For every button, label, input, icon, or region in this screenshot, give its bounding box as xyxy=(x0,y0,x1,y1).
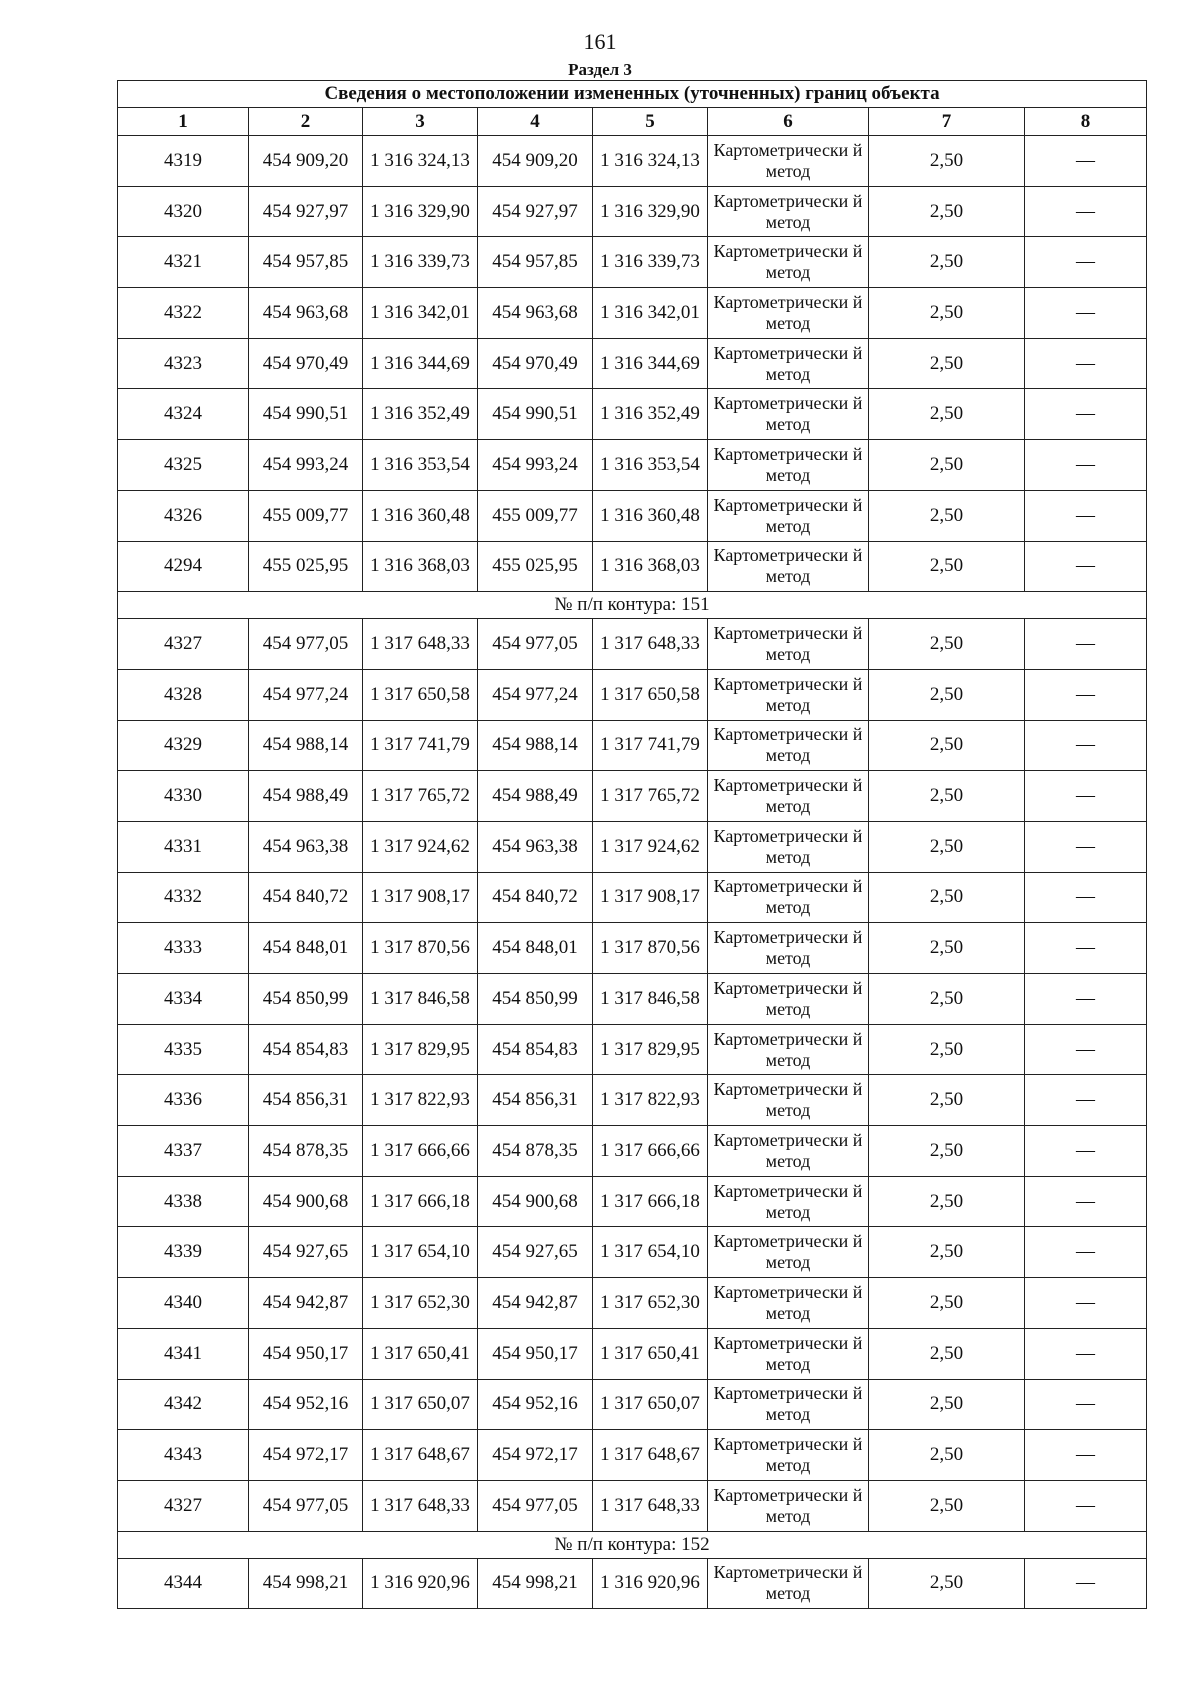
method-cell: Картометрически й метод xyxy=(708,974,869,1025)
method-cell: Картометрически й метод xyxy=(708,237,869,288)
x-new-cell: 454 963,38 xyxy=(478,821,593,872)
point-number-cell: 4339 xyxy=(118,1227,249,1278)
y-existing-cell: 1 316 352,49 xyxy=(363,389,478,440)
description-cell: — xyxy=(1025,720,1147,771)
accuracy-cell: 2,50 xyxy=(869,974,1025,1025)
x-existing-cell: 454 927,65 xyxy=(249,1227,363,1278)
point-number-cell: 4342 xyxy=(118,1379,249,1430)
description-cell: — xyxy=(1025,389,1147,440)
y-existing-cell: 1 317 650,58 xyxy=(363,669,478,720)
x-new-cell: 454 854,83 xyxy=(478,1024,593,1075)
y-new-cell: 1 317 666,18 xyxy=(593,1176,708,1227)
x-new-cell: 454 990,51 xyxy=(478,389,593,440)
x-new-cell: 454 957,85 xyxy=(478,237,593,288)
method-cell: Картометрически й метод xyxy=(708,720,869,771)
accuracy-cell: 2,50 xyxy=(869,1379,1025,1430)
column-header: 1 xyxy=(118,108,249,136)
description-cell: — xyxy=(1025,1480,1147,1531)
x-existing-cell: 454 942,87 xyxy=(249,1278,363,1329)
contour-label: № п/п контура: 152 xyxy=(118,1531,1147,1558)
description-cell: — xyxy=(1025,1024,1147,1075)
description-cell: — xyxy=(1025,338,1147,389)
accuracy-cell: 2,50 xyxy=(869,1075,1025,1126)
x-new-cell: 454 988,14 xyxy=(478,720,593,771)
accuracy-cell: 2,50 xyxy=(869,1126,1025,1177)
point-number-cell: 4337 xyxy=(118,1126,249,1177)
method-cell: Картометрически й метод xyxy=(708,1480,869,1531)
accuracy-cell: 2,50 xyxy=(869,541,1025,592)
accuracy-cell: 2,50 xyxy=(869,1278,1025,1329)
accuracy-cell: 2,50 xyxy=(869,1227,1025,1278)
x-existing-cell: 454 993,24 xyxy=(249,440,363,491)
point-number-cell: 4343 xyxy=(118,1430,249,1481)
y-existing-cell: 1 317 822,93 xyxy=(363,1075,478,1126)
accuracy-cell: 2,50 xyxy=(869,1430,1025,1481)
y-existing-cell: 1 317 924,62 xyxy=(363,821,478,872)
accuracy-cell: 2,50 xyxy=(869,821,1025,872)
table-row xyxy=(118,288,1147,339)
y-existing-cell: 1 316 368,03 xyxy=(363,541,478,592)
description-cell: — xyxy=(1025,1379,1147,1430)
point-number-cell: 4344 xyxy=(118,1558,249,1609)
point-number-cell: 4335 xyxy=(118,1024,249,1075)
table-row xyxy=(118,669,1147,720)
description-cell: — xyxy=(1025,872,1147,923)
y-new-cell: 1 317 650,41 xyxy=(593,1328,708,1379)
x-existing-cell: 454 900,68 xyxy=(249,1176,363,1227)
table-caption: Сведения о местоположении измененных (уточненных) границ объекта xyxy=(118,81,1147,108)
accuracy-cell: 2,50 xyxy=(869,186,1025,237)
accuracy-cell: 2,50 xyxy=(869,669,1025,720)
x-existing-cell: 454 963,68 xyxy=(249,288,363,339)
method-cell: Картометрически й метод xyxy=(708,669,869,720)
x-existing-cell: 455 009,77 xyxy=(249,490,363,541)
x-existing-cell: 454 848,01 xyxy=(249,923,363,974)
accuracy-cell: 2,50 xyxy=(869,288,1025,339)
method-cell: Картометрически й метод xyxy=(708,1227,869,1278)
method-cell: Картометрически й метод xyxy=(708,1176,869,1227)
y-new-cell: 1 317 846,58 xyxy=(593,974,708,1025)
description-cell: — xyxy=(1025,619,1147,670)
description-cell: — xyxy=(1025,186,1147,237)
x-existing-cell: 454 840,72 xyxy=(249,872,363,923)
x-new-cell: 454 988,49 xyxy=(478,771,593,822)
x-existing-cell: 454 927,97 xyxy=(249,186,363,237)
table-row xyxy=(118,1430,1147,1481)
point-number-cell: 4325 xyxy=(118,440,249,491)
x-existing-cell: 454 988,49 xyxy=(249,771,363,822)
table-row xyxy=(118,389,1147,440)
description-cell: — xyxy=(1025,1176,1147,1227)
y-new-cell: 1 317 908,17 xyxy=(593,872,708,923)
accuracy-cell: 2,50 xyxy=(869,1024,1025,1075)
accuracy-cell: 2,50 xyxy=(869,237,1025,288)
description-cell: — xyxy=(1025,923,1147,974)
method-cell: Картометрически й метод xyxy=(708,1075,869,1126)
description-cell: — xyxy=(1025,1430,1147,1481)
table-row xyxy=(118,1024,1147,1075)
method-cell: Картометрически й метод xyxy=(708,771,869,822)
table-caption-row xyxy=(118,81,1147,108)
method-cell: Картометрически й метод xyxy=(708,288,869,339)
accuracy-cell: 2,50 xyxy=(869,1558,1025,1609)
method-cell: Картометрически й метод xyxy=(708,136,869,187)
accuracy-cell: 2,50 xyxy=(869,1480,1025,1531)
y-existing-cell: 1 317 846,58 xyxy=(363,974,478,1025)
y-existing-cell: 1 316 324,13 xyxy=(363,136,478,187)
x-existing-cell: 454 909,20 xyxy=(249,136,363,187)
table-row xyxy=(118,1328,1147,1379)
point-number-cell: 4336 xyxy=(118,1075,249,1126)
y-existing-cell: 1 317 908,17 xyxy=(363,872,478,923)
method-cell: Картометрически й метод xyxy=(708,1024,869,1075)
contour-row xyxy=(118,1531,1147,1558)
y-new-cell: 1 316 352,49 xyxy=(593,389,708,440)
y-new-cell: 1 317 741,79 xyxy=(593,720,708,771)
point-number-cell: 4340 xyxy=(118,1278,249,1329)
y-existing-cell: 1 316 342,01 xyxy=(363,288,478,339)
point-number-cell: 4333 xyxy=(118,923,249,974)
y-existing-cell: 1 317 829,95 xyxy=(363,1024,478,1075)
y-existing-cell: 1 316 353,54 xyxy=(363,440,478,491)
y-existing-cell: 1 317 648,33 xyxy=(363,619,478,670)
method-cell: Картометрически й метод xyxy=(708,1278,869,1329)
column-header: 3 xyxy=(363,108,478,136)
table-row xyxy=(118,619,1147,670)
table-row xyxy=(118,338,1147,389)
x-existing-cell: 454 856,31 xyxy=(249,1075,363,1126)
y-existing-cell: 1 316 344,69 xyxy=(363,338,478,389)
point-number-cell: 4338 xyxy=(118,1176,249,1227)
point-number-cell: 4328 xyxy=(118,669,249,720)
table-row xyxy=(118,1075,1147,1126)
description-cell: — xyxy=(1025,440,1147,491)
accuracy-cell: 2,50 xyxy=(869,136,1025,187)
y-new-cell: 1 317 650,07 xyxy=(593,1379,708,1430)
description-cell: — xyxy=(1025,771,1147,822)
table-row xyxy=(118,974,1147,1025)
x-existing-cell: 454 998,21 xyxy=(249,1558,363,1609)
y-new-cell: 1 316 368,03 xyxy=(593,541,708,592)
table-row xyxy=(118,541,1147,592)
y-new-cell: 1 317 822,93 xyxy=(593,1075,708,1126)
y-existing-cell: 1 317 650,07 xyxy=(363,1379,478,1430)
description-cell: — xyxy=(1025,288,1147,339)
point-number-cell: 4329 xyxy=(118,720,249,771)
y-new-cell: 1 317 654,10 xyxy=(593,1227,708,1278)
x-existing-cell: 454 963,38 xyxy=(249,821,363,872)
y-existing-cell: 1 317 666,18 xyxy=(363,1176,478,1227)
description-cell: — xyxy=(1025,669,1147,720)
y-existing-cell: 1 316 329,90 xyxy=(363,186,478,237)
y-new-cell: 1 317 829,95 xyxy=(593,1024,708,1075)
table-row xyxy=(118,136,1147,187)
contour-label: № п/п контура: 151 xyxy=(118,592,1147,619)
x-existing-cell: 454 970,49 xyxy=(249,338,363,389)
page-number: 161 xyxy=(583,29,617,54)
table-row xyxy=(118,872,1147,923)
x-existing-cell: 454 850,99 xyxy=(249,974,363,1025)
accuracy-cell: 2,50 xyxy=(869,619,1025,670)
description-cell: — xyxy=(1025,1227,1147,1278)
y-new-cell: 1 317 870,56 xyxy=(593,923,708,974)
description-cell: — xyxy=(1025,821,1147,872)
x-existing-cell: 454 957,85 xyxy=(249,237,363,288)
x-existing-cell: 454 952,16 xyxy=(249,1379,363,1430)
description-cell: — xyxy=(1025,136,1147,187)
description-cell: — xyxy=(1025,1328,1147,1379)
y-new-cell: 1 316 920,96 xyxy=(593,1558,708,1609)
y-new-cell: 1 316 324,13 xyxy=(593,136,708,187)
x-existing-cell: 454 988,14 xyxy=(249,720,363,771)
method-cell: Картометрически й метод xyxy=(708,1328,869,1379)
x-new-cell: 454 977,05 xyxy=(478,619,593,670)
point-number-cell: 4322 xyxy=(118,288,249,339)
point-number-cell: 4323 xyxy=(118,338,249,389)
method-cell: Картометрически й метод xyxy=(708,1379,869,1430)
point-number-cell: 4341 xyxy=(118,1328,249,1379)
point-number-cell: 4327 xyxy=(118,619,249,670)
x-existing-cell: 454 990,51 xyxy=(249,389,363,440)
method-cell: Картометрически й метод xyxy=(708,619,869,670)
y-new-cell: 1 317 652,30 xyxy=(593,1278,708,1329)
point-number-cell: 4332 xyxy=(118,872,249,923)
column-header-row xyxy=(118,108,1147,136)
table-row xyxy=(118,186,1147,237)
x-new-cell: 454 927,65 xyxy=(478,1227,593,1278)
x-new-cell: 454 970,49 xyxy=(478,338,593,389)
contour-row xyxy=(118,592,1147,619)
x-new-cell: 454 909,20 xyxy=(478,136,593,187)
y-existing-cell: 1 317 648,67 xyxy=(363,1430,478,1481)
description-cell: — xyxy=(1025,541,1147,592)
table-row xyxy=(118,440,1147,491)
x-new-cell: 454 878,35 xyxy=(478,1126,593,1177)
table-body xyxy=(118,81,1147,1609)
point-number-cell: 4321 xyxy=(118,237,249,288)
x-new-cell: 454 927,97 xyxy=(478,186,593,237)
x-existing-cell: 454 878,35 xyxy=(249,1126,363,1177)
x-new-cell: 454 998,21 xyxy=(478,1558,593,1609)
y-new-cell: 1 317 924,62 xyxy=(593,821,708,872)
table-row xyxy=(118,490,1147,541)
accuracy-cell: 2,50 xyxy=(869,338,1025,389)
method-cell: Картометрически й метод xyxy=(708,923,869,974)
x-existing-cell: 454 977,05 xyxy=(249,619,363,670)
column-header: 2 xyxy=(249,108,363,136)
point-number-cell: 4324 xyxy=(118,389,249,440)
point-number-cell: 4330 xyxy=(118,771,249,822)
accuracy-cell: 2,50 xyxy=(869,389,1025,440)
y-new-cell: 1 317 648,67 xyxy=(593,1430,708,1481)
column-header: 5 xyxy=(593,108,708,136)
x-new-cell: 454 993,24 xyxy=(478,440,593,491)
point-number-cell: 4334 xyxy=(118,974,249,1025)
accuracy-cell: 2,50 xyxy=(869,440,1025,491)
x-new-cell: 454 972,17 xyxy=(478,1430,593,1481)
x-new-cell: 454 850,99 xyxy=(478,974,593,1025)
y-existing-cell: 1 317 652,30 xyxy=(363,1278,478,1329)
method-cell: Картометрически й метод xyxy=(708,872,869,923)
description-cell: — xyxy=(1025,1558,1147,1609)
table-row xyxy=(118,821,1147,872)
column-header: 7 xyxy=(869,108,1025,136)
y-new-cell: 1 316 353,54 xyxy=(593,440,708,491)
y-new-cell: 1 316 344,69 xyxy=(593,338,708,389)
table-row xyxy=(118,1126,1147,1177)
table-row xyxy=(118,771,1147,822)
y-existing-cell: 1 316 339,73 xyxy=(363,237,478,288)
y-new-cell: 1 317 648,33 xyxy=(593,1480,708,1531)
table-row xyxy=(118,1227,1147,1278)
x-existing-cell: 454 977,24 xyxy=(249,669,363,720)
x-new-cell: 454 856,31 xyxy=(478,1075,593,1126)
column-header: 8 xyxy=(1025,108,1147,136)
table-row xyxy=(118,923,1147,974)
column-header: 4 xyxy=(478,108,593,136)
x-new-cell: 454 848,01 xyxy=(478,923,593,974)
x-existing-cell: 454 950,17 xyxy=(249,1328,363,1379)
x-new-cell: 454 900,68 xyxy=(478,1176,593,1227)
accuracy-cell: 2,50 xyxy=(869,771,1025,822)
y-new-cell: 1 316 342,01 xyxy=(593,288,708,339)
accuracy-cell: 2,50 xyxy=(869,872,1025,923)
x-new-cell: 455 025,95 xyxy=(478,541,593,592)
description-cell: — xyxy=(1025,237,1147,288)
y-existing-cell: 1 317 870,56 xyxy=(363,923,478,974)
method-cell: Картометрически й метод xyxy=(708,1126,869,1177)
method-cell: Картометрически й метод xyxy=(708,821,869,872)
point-number-cell: 4294 xyxy=(118,541,249,592)
description-cell: — xyxy=(1025,490,1147,541)
table-row xyxy=(118,720,1147,771)
y-existing-cell: 1 317 666,66 xyxy=(363,1126,478,1177)
x-new-cell: 454 840,72 xyxy=(478,872,593,923)
method-cell: Картометрически й метод xyxy=(708,338,869,389)
table-row xyxy=(118,1176,1147,1227)
y-existing-cell: 1 316 360,48 xyxy=(363,490,478,541)
table-row xyxy=(118,1558,1147,1609)
method-cell: Картометрически й метод xyxy=(708,490,869,541)
accuracy-cell: 2,50 xyxy=(869,923,1025,974)
description-cell: — xyxy=(1025,1278,1147,1329)
y-existing-cell: 1 317 765,72 xyxy=(363,771,478,822)
y-new-cell: 1 316 360,48 xyxy=(593,490,708,541)
y-existing-cell: 1 317 741,79 xyxy=(363,720,478,771)
column-header: 6 xyxy=(708,108,869,136)
section-title: Раздел 3 xyxy=(568,60,632,79)
y-new-cell: 1 317 650,58 xyxy=(593,669,708,720)
x-new-cell: 454 942,87 xyxy=(478,1278,593,1329)
x-new-cell: 454 977,05 xyxy=(478,1480,593,1531)
x-new-cell: 454 950,17 xyxy=(478,1328,593,1379)
table-row xyxy=(118,237,1147,288)
method-cell: Картометрически й метод xyxy=(708,389,869,440)
accuracy-cell: 2,50 xyxy=(869,1176,1025,1227)
x-existing-cell: 455 025,95 xyxy=(249,541,363,592)
accuracy-cell: 2,50 xyxy=(869,720,1025,771)
x-existing-cell: 454 972,17 xyxy=(249,1430,363,1481)
x-new-cell: 454 952,16 xyxy=(478,1379,593,1430)
table-row xyxy=(118,1379,1147,1430)
point-number-cell: 4319 xyxy=(118,136,249,187)
y-new-cell: 1 317 666,66 xyxy=(593,1126,708,1177)
accuracy-cell: 2,50 xyxy=(869,490,1025,541)
description-cell: — xyxy=(1025,974,1147,1025)
y-new-cell: 1 317 765,72 xyxy=(593,771,708,822)
y-new-cell: 1 316 339,73 xyxy=(593,237,708,288)
description-cell: — xyxy=(1025,1126,1147,1177)
y-existing-cell: 1 317 648,33 xyxy=(363,1480,478,1531)
x-existing-cell: 454 854,83 xyxy=(249,1024,363,1075)
method-cell: Картометрически й метод xyxy=(708,1430,869,1481)
table-row xyxy=(118,1480,1147,1531)
x-new-cell: 454 963,68 xyxy=(478,288,593,339)
point-number-cell: 4331 xyxy=(118,821,249,872)
y-existing-cell: 1 316 920,96 xyxy=(363,1558,478,1609)
y-new-cell: 1 317 648,33 xyxy=(593,619,708,670)
method-cell: Картометрически й метод xyxy=(708,440,869,491)
description-cell: — xyxy=(1025,1075,1147,1126)
method-cell: Картометрически й метод xyxy=(708,186,869,237)
method-cell: Картометрически й метод xyxy=(708,541,869,592)
x-new-cell: 454 977,24 xyxy=(478,669,593,720)
x-existing-cell: 454 977,05 xyxy=(249,1480,363,1531)
x-new-cell: 455 009,77 xyxy=(478,490,593,541)
method-cell: Картометрически й метод xyxy=(708,1558,869,1609)
y-new-cell: 1 316 329,90 xyxy=(593,186,708,237)
boundary-table xyxy=(117,80,1147,1609)
y-existing-cell: 1 317 654,10 xyxy=(363,1227,478,1278)
table-row xyxy=(118,1278,1147,1329)
accuracy-cell: 2,50 xyxy=(869,1328,1025,1379)
point-number-cell: 4327 xyxy=(118,1480,249,1531)
y-existing-cell: 1 317 650,41 xyxy=(363,1328,478,1379)
point-number-cell: 4326 xyxy=(118,490,249,541)
point-number-cell: 4320 xyxy=(118,186,249,237)
